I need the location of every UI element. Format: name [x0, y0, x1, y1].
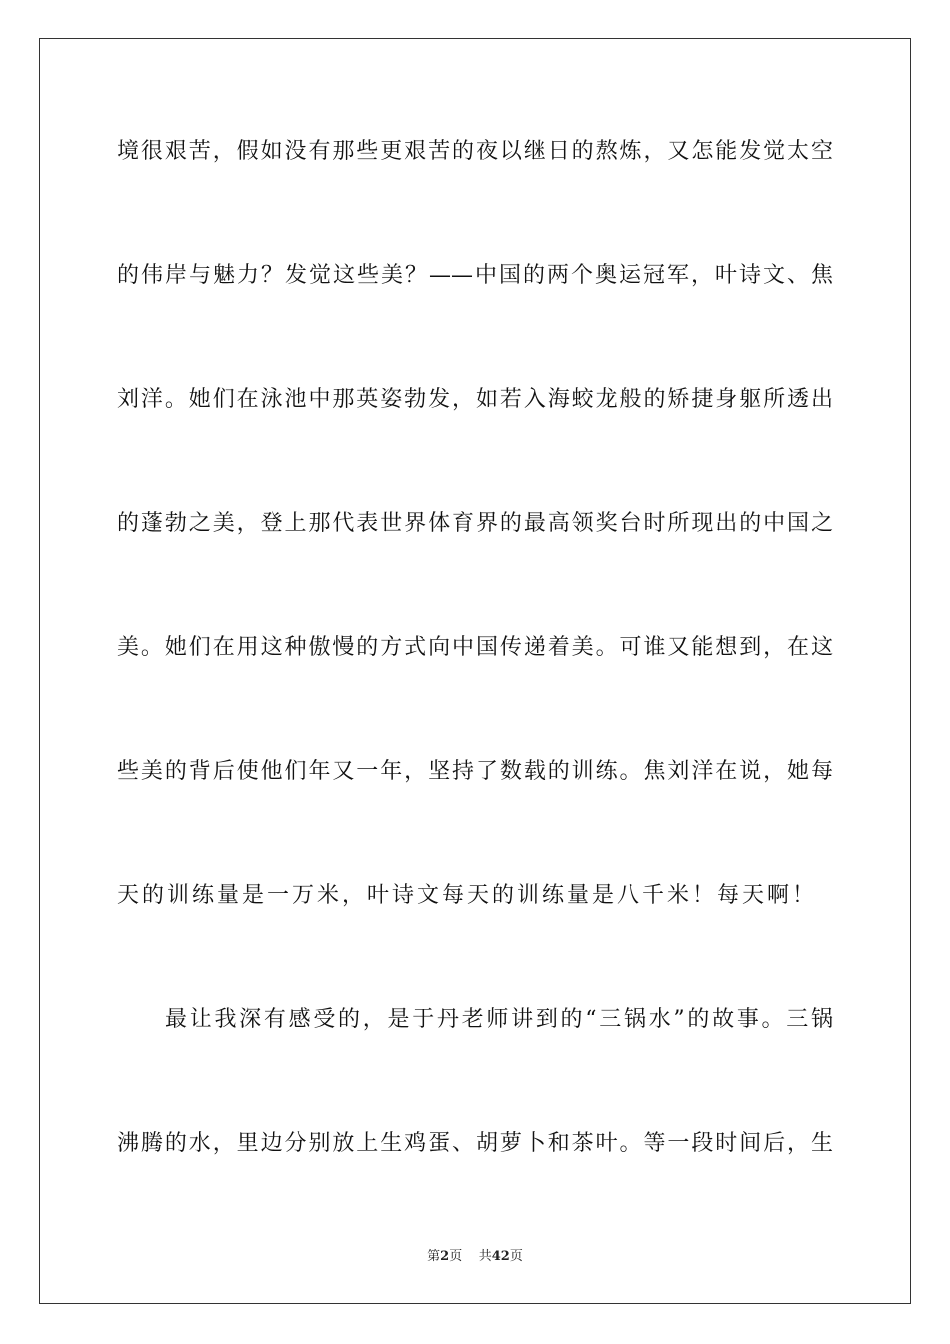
text-line-7: 天的训练量是一万米，叶诗文每天的训练量是八千米！每天啊！ — [117, 883, 818, 908]
text-line-2: 的伟岸与魅力？发觉这些美？——中国的两个奥运冠军，叶诗文、焦 — [117, 263, 833, 288]
page-border — [39, 38, 911, 1304]
text-line-1: 境很艰苦，假如没有那些更艰苦的夜以继日的熬炼，又怎能发觉太空 — [117, 139, 833, 164]
page-footer — [0, 1248, 950, 1266]
text-line-6: 些美的背后使他们年又一年，坚持了数载的训练。焦刘洋在说，她每 — [117, 759, 833, 784]
text-line-3: 刘洋。她们在泳池中那英姿勃发，如若入海蛟龙般的矫捷身躯所透出 — [117, 387, 833, 412]
total-suffix: 页 — [509, 1249, 523, 1264]
text-line-9: 沸腾的水，里边分别放上生鸡蛋、胡萝卜和茶叶。等一段时间后，生 — [117, 1131, 833, 1156]
text-line-4: 的蓬勃之美，登上那代表世界体育界的最高领奖台时所现出的中国之 — [117, 511, 833, 536]
total-pages: 42 — [491, 1249, 510, 1264]
text-line-8-paragraph-start: 最让我深有感受的，是于丹老师讲到的“三锅水”的故事。三锅 — [165, 1007, 833, 1032]
page-suffix: 页 — [449, 1249, 463, 1264]
page-number: 2 — [440, 1249, 450, 1264]
total-prefix: 共 — [478, 1249, 492, 1264]
page-prefix: 第 — [427, 1249, 441, 1264]
text-line-5: 美。她们在用这种傲慢的方式向中国传递着美。可谁又能想到，在这 — [117, 635, 833, 660]
